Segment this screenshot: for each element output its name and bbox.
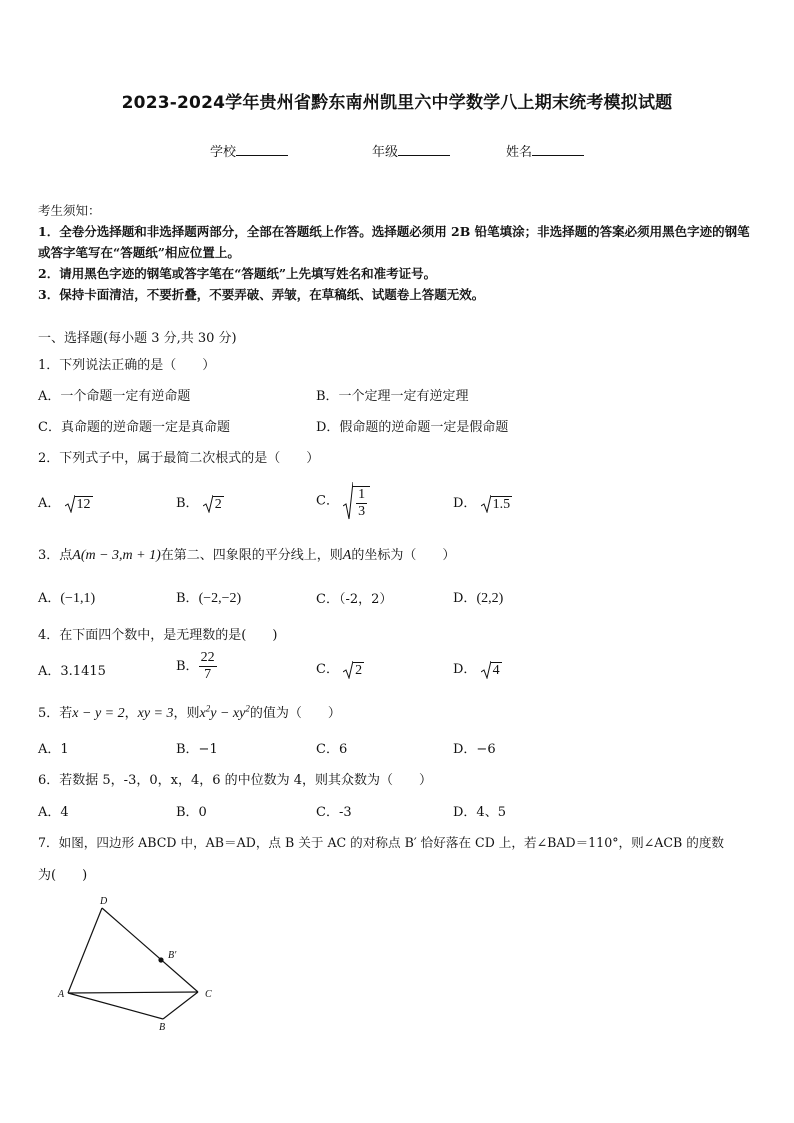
q1-option-c[interactable]: C．真命题的逆命题一定是真命题 [38, 420, 230, 435]
label-b: B [159, 1022, 166, 1033]
label-c: C [205, 989, 212, 1000]
q2-option-d[interactable] [453, 492, 512, 513]
point-b-prime [158, 957, 163, 962]
radical-sign-icon [481, 661, 491, 679]
label-a: A [58, 989, 65, 1000]
q3-stem: 3．点A(m − 3,m + 1)在第二、四象限的平分线上，则A的坐标为（ ） [38, 548, 456, 563]
q1-option-a[interactable]: A．一个命题一定有逆命题 [38, 389, 191, 404]
sqrt-12: 12 [65, 495, 93, 513]
q4-option-a[interactable]: A．3.1415 [38, 664, 106, 679]
q2-option-b-label: B． [176, 496, 199, 511]
q6-option-b[interactable]: B．0 [176, 805, 207, 820]
q6-option-a[interactable]: A．4 [38, 805, 69, 820]
fraction-22-7: $\frac{22}{7}$ [200, 650, 215, 682]
sqrt-2: 2 [203, 495, 224, 513]
q2-option-a[interactable] [38, 492, 93, 513]
q5-option-c[interactable]: C．6 [316, 742, 348, 757]
q2-option-d-label: D． [453, 496, 477, 511]
name-field[interactable] [506, 141, 584, 160]
quadrilateral-figure [50, 892, 230, 1040]
school-field[interactable] [210, 141, 288, 160]
q1-option-b[interactable]: B．一个定理一定有逆定理 [316, 389, 469, 404]
grade-blank[interactable] [398, 143, 450, 156]
q2-option-c[interactable] [316, 482, 370, 520]
radical-sign-icon [343, 661, 353, 679]
q6-stem: 6．若数据 5，-3，0，x，4，6 的中位数为 4，则其众数为（ ） [38, 773, 433, 788]
q7-stem-line-2: 为( ) [38, 868, 88, 883]
q4-option-c[interactable]: C． 2 [316, 662, 363, 678]
q5-stem: 5．若x − y = 2，xy = 3，则$x^2y - xy^2$的值为（ ） [38, 703, 341, 721]
edge-ab [68, 993, 163, 1019]
q2-stem: 2．下列式子中，属于最简二次根式的是（ ） [38, 451, 320, 466]
q7-stem-line-1: 7．如图，四边形 ABCD 中，AB＝AD，点 B 关于 AC 的对称点 B′ 恰好落在 CD 上，若∠BAD＝110°，则∠ACB 的度数 [38, 835, 725, 850]
q2-option-a-label: A． [38, 496, 61, 511]
sqrt-one-third: $\frac{1}{3}$ [343, 482, 370, 520]
edge-ad [68, 908, 102, 993]
q4-option-b[interactable]: B． $\frac{22}{7}$ [176, 650, 215, 682]
school-label: 学校 [210, 145, 237, 160]
point-a-expression: A(m − 3,m + 1) [72, 548, 161, 563]
notice-item-2: 2．请用黑色字迹的钢笔或答字笔在“答题纸”上先填写姓名和准考证号。 [38, 266, 437, 281]
q6-option-d[interactable]: D．4、5 [453, 805, 506, 820]
radical-sign-icon [481, 495, 491, 513]
page-title: 2023-2024学年贵州省黔东南州凯里六中学数学八上期末统考模拟试题 [121, 93, 673, 113]
q1-option-d[interactable]: D．假命题的逆命题一定是假命题 [316, 420, 509, 435]
radical-sign-icon [343, 482, 353, 520]
radical-sign-icon [65, 495, 75, 513]
q3-option-c[interactable]: C．（-2，2） [316, 592, 393, 607]
q5-option-b[interactable]: B．−1 [176, 742, 218, 757]
q1-stem: 1．下列说法正确的是（ ） [38, 358, 216, 373]
section-heading: 一、选择题(每小题 3 分,共 30 分) [38, 331, 237, 346]
label-b-prime: B′ [168, 950, 177, 961]
notice-item-1: 1．全卷分选择题和非选择题两部分，全部在答题纸上作答。选择题必须用 2B 铅笔填涂；非选择题的答案必须用黑色字迹的钢笔或答字笔写在“答题纸”相应位置上。 [38, 224, 750, 260]
q3-option-d[interactable]: D．(2,2) [453, 591, 504, 606]
sqrt-4: 4 [481, 661, 502, 679]
q4-stem: 4．在下面四个数中，是无理数的是( ) [38, 628, 278, 643]
label-d: D [100, 896, 108, 907]
name-label: 姓名 [506, 145, 533, 160]
school-blank[interactable] [236, 143, 288, 156]
q5-option-a[interactable]: A．1 [38, 742, 69, 757]
grade-field[interactable] [372, 141, 450, 160]
name-blank[interactable] [532, 143, 584, 156]
notice-item-3: 3．保持卡面清洁，不要折叠，不要弄破、弄皱，在草稿纸、试题卷上答题无效。 [38, 287, 485, 302]
exam-notice [38, 200, 758, 305]
q5-option-d[interactable]: D．−6 [453, 742, 496, 757]
q2-option-c-label: C． [316, 493, 339, 509]
edge-ac [68, 992, 198, 993]
notice-heading: 考生须知： [38, 203, 101, 218]
edge-bc [163, 992, 198, 1019]
q2-option-b[interactable] [176, 492, 224, 513]
q3-option-b[interactable]: B．(−2,−2) [176, 591, 242, 606]
edge-dc [102, 908, 198, 992]
q6-option-c[interactable]: C．-3 [316, 805, 352, 820]
grade-label: 年级 [372, 145, 399, 160]
sqrt-1-5: 1.5 [481, 495, 513, 513]
q4-option-d[interactable]: D． 4 [453, 662, 500, 678]
sqrt-2: 2 [343, 661, 364, 679]
q3-option-a[interactable]: A．(−1,1) [38, 591, 96, 606]
radical-sign-icon [203, 495, 213, 513]
